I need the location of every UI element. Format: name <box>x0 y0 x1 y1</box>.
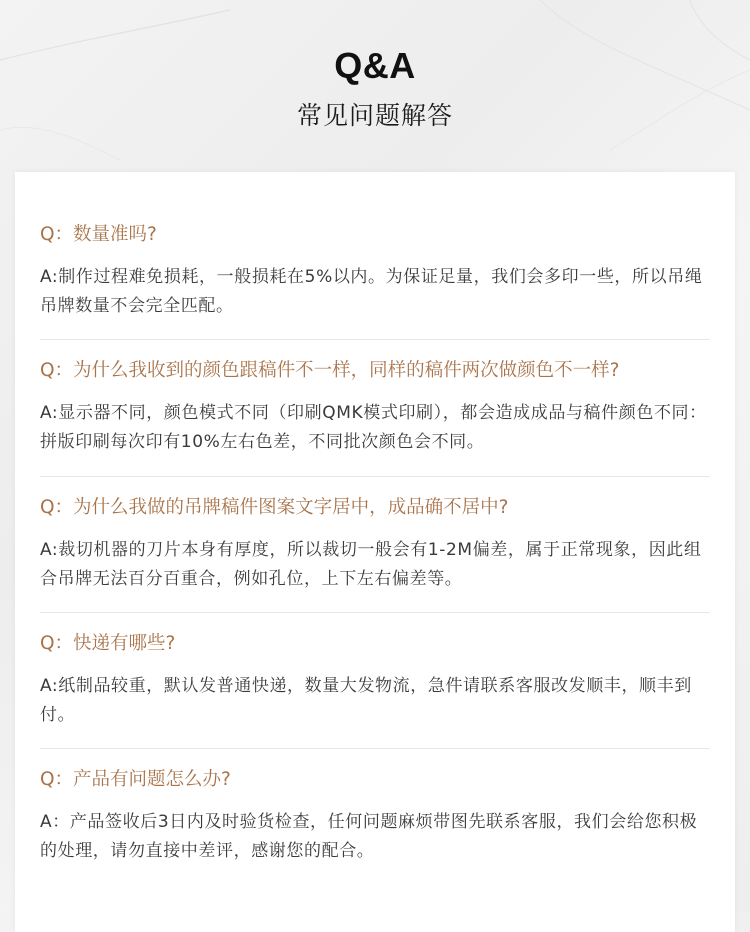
faq-answer: A:显示器不同，颜色模式不同（印刷QMK模式印刷），都会造成成品与稿件颜色不同：拼版印刷每次印有10%左右色差，不同批次颜色会不同。 <box>40 403 707 452</box>
faq-divider <box>40 339 710 340</box>
page-header <box>0 0 750 172</box>
faq-item <box>40 221 710 321</box>
faq-divider <box>40 748 710 749</box>
faq-answer: A:裁切机器的刀片本身有厚度，所以裁切一般会有1-2M偏差，属于正常现象，因此组合吊牌无法百分百重合，例如孔位，上下左右偏差等。 <box>40 540 702 589</box>
faq-item <box>40 766 710 866</box>
page-subtitle: 常见问题解答 <box>296 101 453 130</box>
faq-item <box>40 494 710 594</box>
faq-question: Q：为什么我收到的颜色跟稿件不一样，同样的稿件两次做颜色不一样? <box>40 360 620 381</box>
faq-question: Q：产品有问题怎么办? <box>40 769 231 790</box>
faq-divider <box>40 612 710 613</box>
faq-item <box>40 357 710 457</box>
faq-question: Q：数量准吗? <box>40 224 157 245</box>
faq-answer: A:纸制品较重，默认发普通快递，数量大发物流，急件请联系客服改发顺丰，顺丰到付。 <box>40 676 692 725</box>
faq-question: Q：为什么我做的吊牌稿件图案文字居中，成品确不居中? <box>40 497 509 518</box>
faq-answer: A：产品签收后3日内及时验货检查，任何问题麻烦带图先联系客服，我们会给您积极的处理，请勿直接中差评，感谢您的配合。 <box>40 812 698 861</box>
faq-item <box>40 630 710 730</box>
page-title: Q&A <box>334 45 416 86</box>
faq-card <box>15 172 735 932</box>
faq-divider <box>40 476 710 477</box>
faq-answer: A:制作过程难免损耗，一般损耗在5%以内。为保证足量，我们会多印一些，所以吊绳吊牌数量不会完全匹配。 <box>40 267 703 316</box>
faq-question: Q：快递有哪些? <box>40 633 176 654</box>
